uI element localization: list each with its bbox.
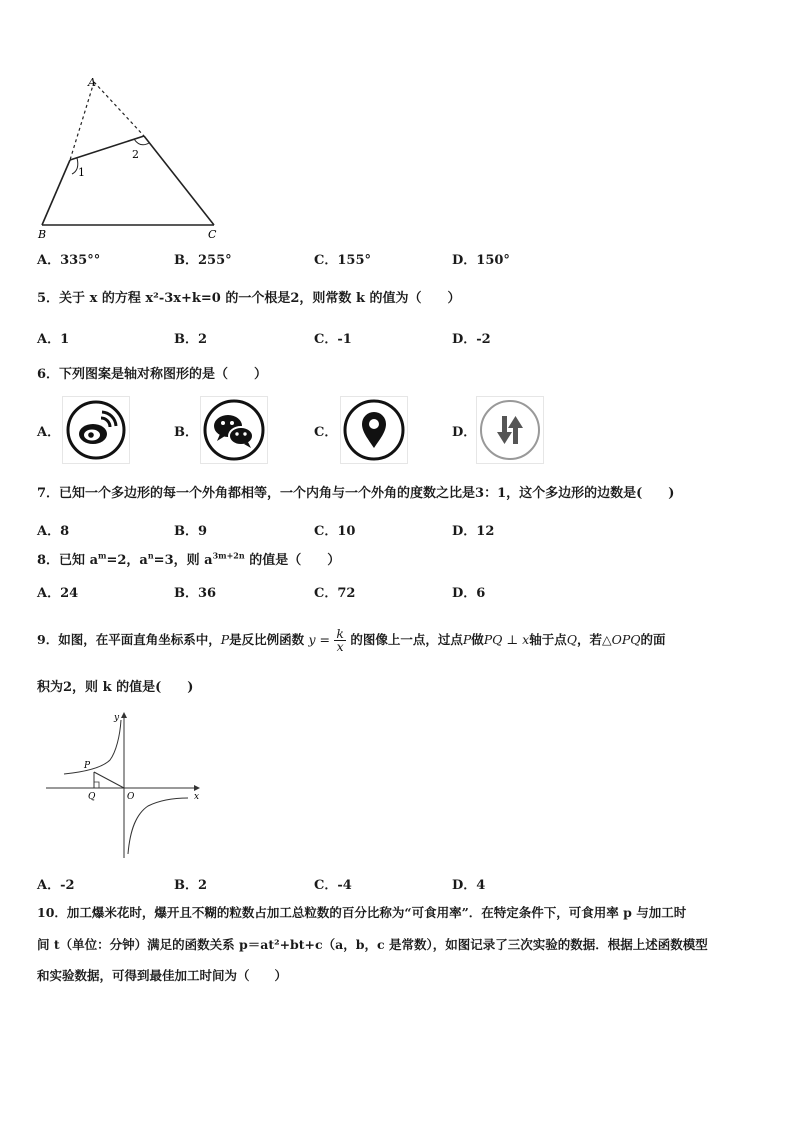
q9-stem-line2: 积为2，则 k 的值是( ) bbox=[37, 680, 194, 695]
exponent: m bbox=[98, 550, 107, 561]
option-key: B． bbox=[174, 878, 198, 893]
q9-option-d[interactable] bbox=[452, 874, 485, 893]
option-key: D． bbox=[452, 332, 477, 347]
option-value: 24 bbox=[60, 586, 79, 601]
q6-option-d-key[interactable]: D． bbox=[452, 425, 477, 440]
up-down-arrows-icon[interactable] bbox=[476, 396, 544, 464]
q6-option-b-key[interactable]: B． bbox=[174, 425, 198, 440]
option-value: 10 bbox=[337, 524, 356, 539]
q8-stem bbox=[37, 549, 340, 568]
location-pin-icon[interactable] bbox=[340, 396, 408, 464]
stem-text: 的面 bbox=[640, 632, 666, 647]
label-p: P bbox=[84, 761, 91, 771]
q6-stem: 6．下列图案是轴对称图形的是（ ） bbox=[37, 367, 268, 382]
q7-option-b[interactable] bbox=[174, 520, 207, 539]
exponent: n bbox=[147, 550, 154, 561]
side-ac bbox=[144, 136, 214, 225]
stem-text: 9．如图，在平面直角坐标系中， bbox=[37, 632, 221, 647]
q7-option-a[interactable] bbox=[37, 520, 69, 539]
q5-option-b[interactable] bbox=[174, 328, 207, 347]
stem-text: 的值是（ ） bbox=[244, 553, 341, 568]
y-axis-arrow bbox=[121, 712, 127, 718]
option-value: -1 bbox=[337, 332, 352, 347]
option-value: -4 bbox=[337, 878, 352, 893]
option-value: 9 bbox=[198, 524, 208, 539]
label-a: A bbox=[88, 76, 96, 89]
option-value: 255° bbox=[198, 253, 232, 268]
option-key: A． bbox=[37, 332, 61, 347]
q7-option-d[interactable] bbox=[452, 520, 494, 539]
numerator: k bbox=[336, 626, 344, 641]
option-value: -2 bbox=[60, 878, 75, 893]
label-o: O bbox=[127, 792, 135, 802]
option-key: C． bbox=[314, 524, 338, 539]
side-ab bbox=[42, 160, 70, 225]
stem-text: 轴于点 bbox=[529, 632, 567, 647]
denominator: x bbox=[336, 639, 344, 654]
option-value: 8 bbox=[60, 524, 70, 539]
label-c: C bbox=[208, 228, 217, 241]
exponent: 3m+2n bbox=[212, 550, 245, 561]
weibo-icon[interactable] bbox=[62, 396, 130, 464]
option-value: 150° bbox=[476, 253, 510, 268]
q8-option-d[interactable] bbox=[452, 582, 485, 601]
option-value: 36 bbox=[198, 586, 217, 601]
wechat-icon[interactable] bbox=[200, 396, 268, 464]
segment-po bbox=[94, 772, 124, 788]
fraction-k-over-x bbox=[334, 628, 346, 653]
stem-text: 8．已知 a bbox=[37, 553, 98, 568]
label-q: Q bbox=[88, 792, 96, 802]
option-key: A． bbox=[37, 878, 61, 893]
option-value: 4 bbox=[476, 878, 486, 893]
stem-text: =2，a bbox=[106, 553, 148, 568]
option-key: B． bbox=[174, 586, 198, 601]
math-var: OPQ bbox=[611, 632, 641, 647]
q4-option-d[interactable] bbox=[452, 249, 510, 268]
hyperbola-branch-q4 bbox=[128, 798, 188, 854]
q10-stem-line1: 10．加工爆米花时，爆开且不糊的粒数占加工总粒数的百分比称为“可食用率”．在特定条件下，可食用率 p 与加工时 bbox=[37, 905, 687, 920]
option-key: A． bbox=[37, 586, 61, 601]
math-var: y = bbox=[308, 632, 331, 647]
stem-text: 做 bbox=[471, 632, 484, 647]
option-key: A． bbox=[37, 253, 61, 268]
math-var: Q bbox=[566, 632, 577, 647]
q6-option-c-key[interactable]: C． bbox=[314, 425, 338, 440]
option-key: A． bbox=[37, 524, 61, 539]
option-key: D． bbox=[452, 586, 477, 601]
option-value: 6 bbox=[476, 586, 486, 601]
angle1-arc bbox=[72, 158, 78, 174]
option-value: 12 bbox=[476, 524, 495, 539]
q9-graph-figure bbox=[44, 706, 210, 860]
side-ab-dashed bbox=[70, 82, 94, 160]
label-angle2: 2 bbox=[132, 148, 139, 161]
option-key: C． bbox=[314, 332, 338, 347]
option-value: -2 bbox=[476, 332, 491, 347]
q9-stem-line1 bbox=[37, 628, 666, 653]
side-ac-dashed bbox=[94, 82, 144, 136]
option-value: 2 bbox=[198, 878, 208, 893]
option-key: C． bbox=[314, 253, 338, 268]
q4-option-c[interactable] bbox=[314, 249, 371, 268]
hyperbola-branch-q2 bbox=[64, 720, 121, 774]
option-key: C． bbox=[314, 586, 338, 601]
q8-option-a[interactable] bbox=[37, 582, 78, 601]
stem-text: 是反比例函数 bbox=[229, 632, 305, 647]
option-value: 2 bbox=[198, 332, 208, 347]
q5-stem: 5．关于 x 的方程 x²-3x+k=0 的一个根是2，则常数 k 的值为（ ） bbox=[37, 291, 461, 306]
q9-option-b[interactable] bbox=[174, 874, 207, 893]
option-value: 335°° bbox=[60, 253, 101, 268]
q9-option-a[interactable] bbox=[37, 874, 75, 893]
x-axis-arrow bbox=[194, 785, 200, 791]
label-x: x bbox=[194, 792, 200, 802]
option-key: B． bbox=[174, 253, 198, 268]
q7-stem: 7．已知一个多边形的每一个外角都相等，一个内角与一个外角的度数之比是3：1，这个多边形的边数是( ) bbox=[37, 486, 675, 501]
option-value: 72 bbox=[337, 586, 356, 601]
q10-stem-line2: 间 t（单位：分钟）满足的函数关系 p＝at²+bt+c（a，b，c 是常数），如图记录了三次实验的数据．根据上述函数模型 bbox=[37, 937, 708, 952]
label-b: B bbox=[38, 228, 47, 241]
math-expr: PQ ⊥ x bbox=[483, 632, 530, 647]
option-value: 1 bbox=[60, 332, 70, 347]
option-key: B． bbox=[174, 332, 198, 347]
stem-text: 的图像上一点，过点 bbox=[350, 632, 463, 647]
stem-text: =3，则 a bbox=[153, 553, 213, 568]
q4-option-a[interactable] bbox=[37, 249, 100, 268]
q10-stem-line3: 和实验数据，可得到最佳加工时间为（ ） bbox=[37, 968, 288, 983]
math-var: P bbox=[220, 632, 230, 647]
option-value: 155° bbox=[337, 253, 371, 268]
option-key: C． bbox=[314, 878, 338, 893]
option-key: D． bbox=[452, 253, 477, 268]
label-angle1: 1 bbox=[78, 166, 85, 179]
q9-option-c[interactable] bbox=[314, 874, 352, 893]
math-var: P bbox=[462, 632, 472, 647]
q4-triangle-figure bbox=[30, 72, 230, 244]
q5-option-a[interactable] bbox=[37, 328, 69, 347]
q5-option-d[interactable] bbox=[452, 328, 491, 347]
q8-option-c[interactable] bbox=[314, 582, 355, 601]
option-key: D． bbox=[452, 524, 477, 539]
q6-option-a-key[interactable]: A． bbox=[37, 425, 61, 440]
q8-option-b[interactable] bbox=[174, 582, 216, 601]
q4-option-b[interactable] bbox=[174, 249, 232, 268]
q5-option-c[interactable] bbox=[314, 328, 352, 347]
q7-option-c[interactable] bbox=[314, 520, 355, 539]
option-key: B． bbox=[174, 524, 198, 539]
right-angle-mark bbox=[94, 782, 99, 788]
option-key: D． bbox=[452, 878, 477, 893]
label-y: y bbox=[114, 713, 120, 723]
stem-text: ，若△ bbox=[576, 632, 612, 647]
